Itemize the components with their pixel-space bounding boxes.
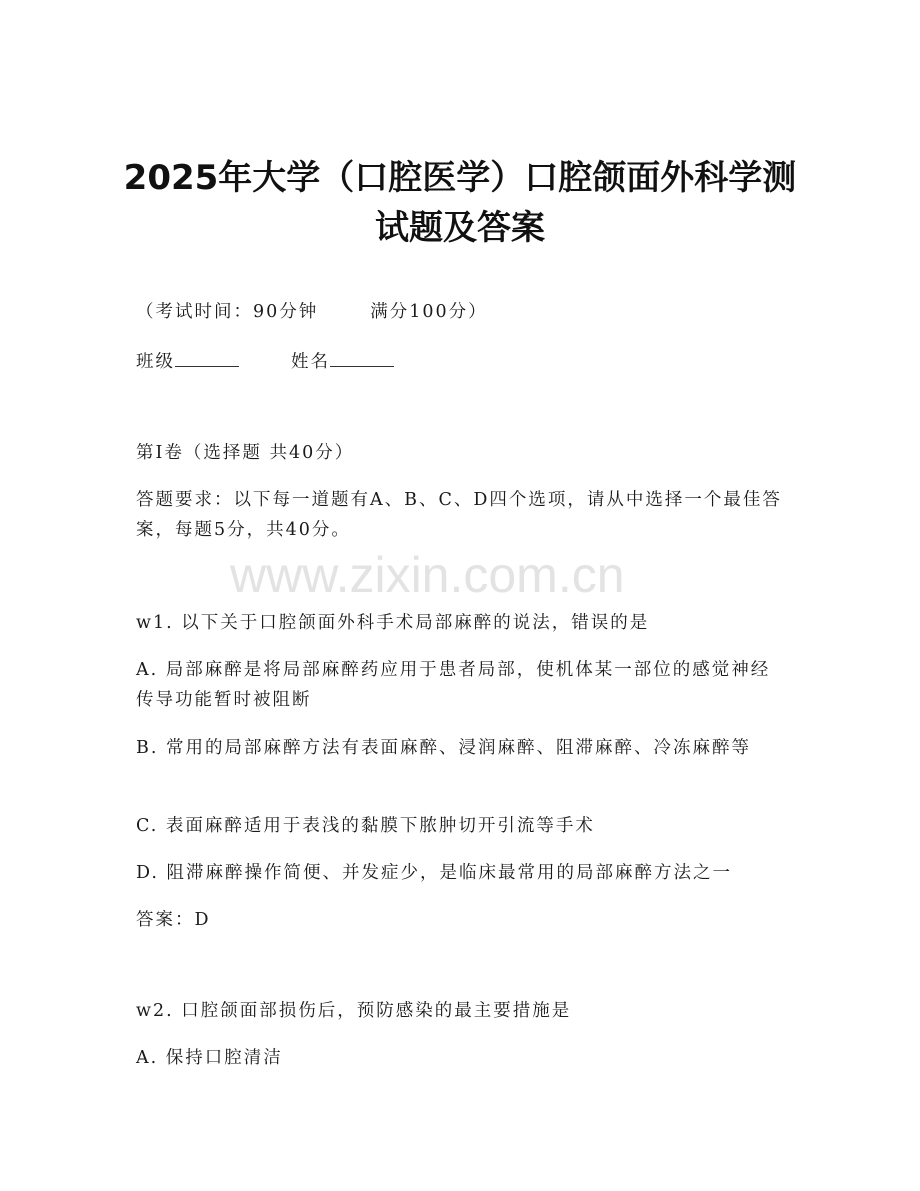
- instructions: 答题要求：以下每一道题有A、B、C、D四个选项，请从中选择一个最佳答案，每题5分，共40分。: [136, 490, 782, 540]
- exam-time: （考试时间：90分钟: [136, 302, 319, 322]
- question-1-option-a: A. 局部麻醉是将局部麻醉药应用于患者局部，使机体某一部位的感觉神经传导功能暂时被阻断: [136, 660, 771, 710]
- section-heading: 第Ⅰ卷（选择题 共40分）: [136, 443, 355, 463]
- question-1-answer: 答案：D: [136, 910, 211, 930]
- exam-info: [136, 297, 786, 327]
- class-label: 班级: [136, 352, 175, 372]
- question-2-option-a: A. 保持口腔清洁: [136, 1048, 283, 1068]
- question-1-option-c: C. 表面麻醉适用于表浅的黏膜下脓肿切开引流等手术: [136, 816, 595, 836]
- class-blank: [175, 348, 239, 367]
- name-blank: [330, 348, 394, 367]
- student-fields: [136, 347, 786, 377]
- watermark: www.zixin.com.cn: [230, 547, 625, 603]
- document-title-line1: 2025年大学（口腔医学）口腔颌面外科学测: [123, 158, 797, 198]
- question-1-stem: w1. 以下关于口腔颌面外科手术局部麻醉的说法，错误的是: [136, 613, 650, 633]
- question-1-option-d: D. 阻滞麻醉操作简便、并发症少，是临床最常用的局部麻醉方法之一: [136, 863, 733, 883]
- name-label: 姓名: [291, 352, 330, 372]
- question-2-stem: w2. 口腔颌面部损伤后，预防感染的最主要措施是: [136, 1001, 572, 1021]
- document-title-line2: 试题及答案: [375, 208, 545, 248]
- exam-score: 满分100分）: [370, 302, 488, 322]
- question-1-option-b: B. 常用的局部麻醉方法有表面麻醉、浸润麻醉、阻滞麻醉、冷冻麻醉等: [136, 738, 751, 758]
